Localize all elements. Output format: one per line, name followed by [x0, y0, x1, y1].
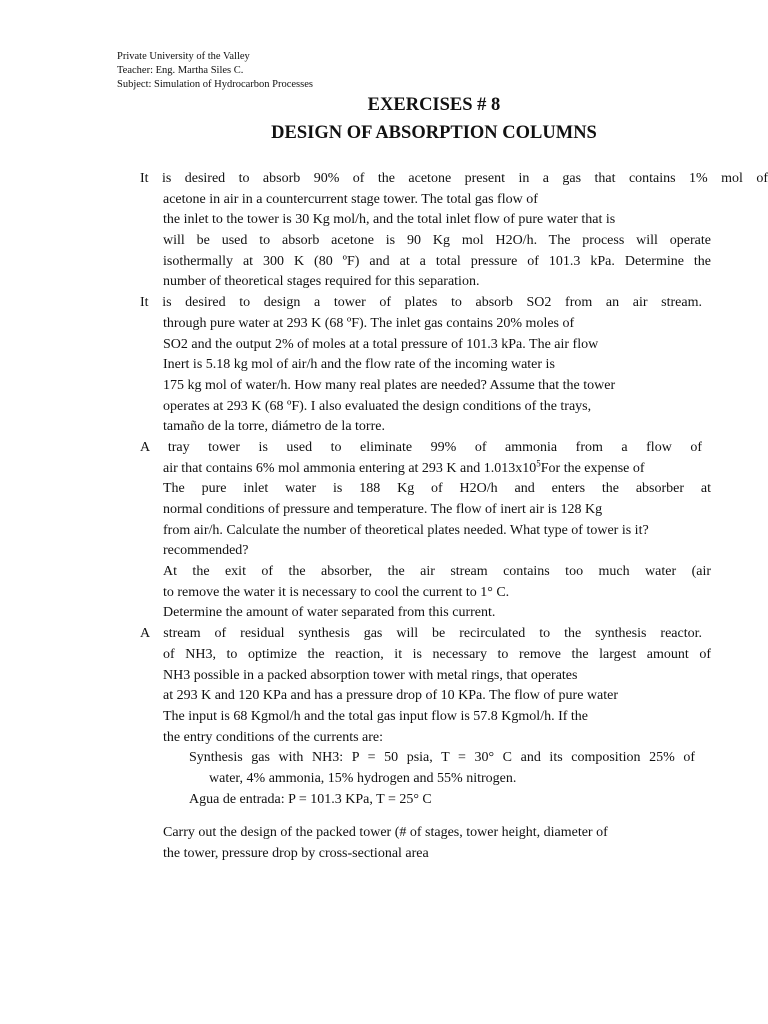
bullet-item-inlet-water	[0, 790, 768, 811]
exercise-2-line: 175 kg mol of water/h. How many real plates are needed? Assume that the tower	[163, 377, 616, 393]
exercise-3-line: to remove the water it is necessary to cool the current to 1° C.	[163, 584, 510, 600]
bullet-item-synthesis-gas	[0, 748, 695, 769]
exercise-4-line: NH3 possible in a packed absorption tower with metal rings, that operates	[163, 667, 578, 683]
exercise-3-text: air that contains 6% mol ammonia entering at 293 K and 1.013x10	[163, 460, 537, 476]
closing-line: the tower, pressure drop by cross-sectional area	[163, 846, 429, 861]
exercise-1	[0, 169, 768, 293]
document-header	[117, 50, 313, 92]
exercise-1-line: number of theoretical stages required for this separation.	[163, 274, 480, 290]
exercise-3-line: A tray tower is used to eliminate 99% of ammonia from a flow of	[140, 439, 702, 455]
exercise-3-line: recommended?	[163, 543, 249, 559]
exercise-4	[0, 624, 768, 810]
exercise-3-line	[0, 459, 768, 480]
document-body	[0, 169, 768, 865]
exercise-3	[0, 438, 768, 624]
exercise-2-line: operates at 293 K (68 ºF). I also evaluated the design conditions of the trays,	[163, 398, 592, 414]
exercise-3-text: For the expense of	[540, 460, 645, 476]
exercise-4-line: A stream of residual synthesis gas will be recirculated to the synthesis reactor.	[140, 626, 702, 642]
teacher-name: Teacher: Eng. Martha Siles C.	[117, 65, 244, 76]
exercise-2-line: through pure water at 293 K (68 ºF). The inlet gas contains 20% moles of	[163, 315, 575, 331]
exercise-4-line: The input is 68 Kgmol/h and the total gas input flow is 57.8 Kgmol/h. If the	[163, 708, 589, 724]
exercise-4-line: the entry conditions of the currents are:	[163, 729, 384, 745]
exercise-3-line: normal conditions of pressure and temperature. The flow of inert air is 128 Kg	[163, 502, 603, 517]
exercise-2-line: Inert is 5.18 kg mol of air/h and the flow rate of the incoming water is	[163, 357, 555, 373]
paragraph-gap	[0, 810, 768, 823]
exercise-1-line: the inlet to the tower is 30 Kg mol/h, and the total inlet flow of pure water that is	[163, 212, 616, 228]
exercise-1-line: will be used to absorb acetone is 90 Kg mol H2O/h. The process will operate	[163, 233, 711, 249]
subject-name: Subject: Simulation of Hydrocarbon Processes	[117, 79, 313, 90]
exercise-1-line: It is desired to absorb 90% of the acetone present in a gas that contains 1% mol of	[140, 171, 768, 186]
exercise-3-line: from air/h. Calculate the number of theoretical plates needed. What type of tower is it?	[163, 522, 649, 538]
exercise-3-line: At the exit of the absorber, the air stream contains too much water (air	[163, 564, 711, 580]
exercise-2-line: It is desired to design a tower of plates to absorb SO2 from an air stream.	[140, 295, 702, 311]
exercise-1-line: isothermally at 300 K (80 ºF) and at a total pressure of 101.3 kPa. Determine the	[163, 253, 711, 269]
exercise-1-line: acetone in air in a countercurrent stage tower. The total gas flow of	[163, 191, 538, 207]
university-name: Private University of the Valley	[117, 51, 250, 62]
bullet-text: Agua de entrada: P = 101.3 KPa, T = 25° C	[189, 791, 432, 807]
exercise-3-line: Determine the amount of water separated from this current.	[163, 605, 496, 621]
closing-paragraph	[0, 823, 768, 864]
exercise-3-line: The pure inlet water is 188 Kg of H2O/h and enters the absorber at	[163, 481, 711, 497]
bullet-text: Synthesis gas with NH3: P = 50 psia, T = 30° C and its composition 25% of	[189, 750, 695, 766]
exercise-2-line: tamaño de la torre, diámetro de la torre.	[163, 419, 385, 435]
exercise-number-title: EXERCISES # 8	[367, 95, 501, 115]
exercise-3-superscript: 5	[536, 457, 541, 468]
exercise-4-line: at 293 K and 120 KPa and has a pressure drop of 10 KPa. The flow of pure water	[163, 688, 619, 704]
closing-line: Carry out the design of the packed tower (# of stages, tower height, diameter of	[163, 825, 608, 841]
document-title: DESIGN OF ABSORPTION COLUMNS	[271, 123, 597, 143]
exercise-2	[0, 293, 768, 438]
exercise-4-line: of NH3, to optimize the reaction, it is necessary to remove the largest amount of	[163, 646, 711, 662]
bullet-item-continuation: water, 4% ammonia, 15% hydrogen and 55% nitrogen.	[209, 770, 517, 786]
exercise-2-line: SO2 and the output 2% of moles at a total pressure of 101.3 kPa. The air flow	[163, 336, 599, 352]
